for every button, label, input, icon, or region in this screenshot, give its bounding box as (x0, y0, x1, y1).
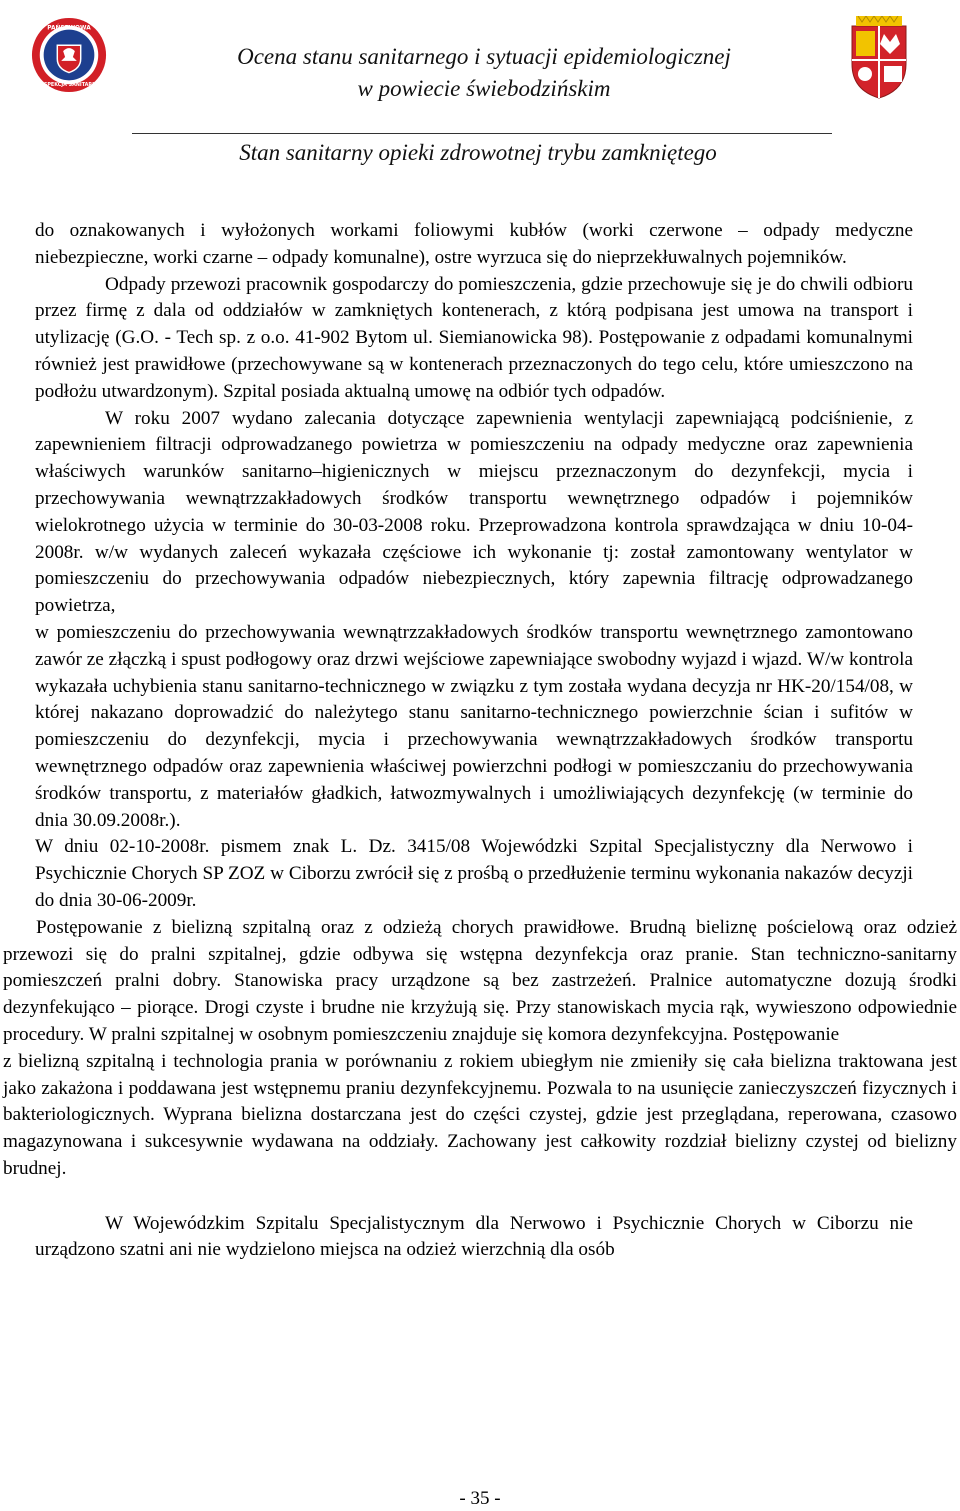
paragraph: W Wojewódzkim Szpitalu Specjalistycznym dla Nerwowo i Psychicznie Chorych w Ciborzu nie urządzono szatni ani nie wydzielono miejsca na odzież wierzchnią dla osób (35, 1212, 913, 1261)
paragraph: Odpady przewozi pracownik gospodarczy do pomieszczenia, gdzie przechowuje się je do chwili odbioru przez firmę z dala od oddziałów w zamkniętych kontenerach, z którą podpisana jest umowa na transport i utylizację (G.O. - Tech sp. z o.o. 41-902 Bytom ul. Siemianowicka 98). Postępowanie z odpadami komunalnymi również jest prawidłowe (przechowywane są w kontenerach przeznaczonych do tego celu, które umieszczono na podłożu utwardzonym). Szpital posiada aktualną umowę na odbiór tych odpadów. (35, 273, 913, 402)
page-number: - 35 - (459, 1488, 501, 1509)
paragraph: W roku 2007 wydano zalecania dotyczące zapewnienia wentylacji zapewniającą podciśnienie, z zapewnieniem filtracji odprowadzanego powietrza w pomieszczeniu na odpady medyczne oraz zapewnienia właściwych warunków sanitarno–higienicznych w miejscu przeznaczonym do dezynfekcji, mycia i przechowywania wewnątrzzakładowych środków transportu wewnętrznego odpadów i pojemników wielokrotnego użycia w terminie do 30-03-2008 roku. Przeprowadzona kontrola sprawdzająca w dniu 10-04-2008r. w/w wydanych zaleceń wykazała częściowe ich wykonanie tj: został zamontowany wentylator w pomieszczeniu do przechowywania odpadów niebezpiecznych, który zapewnia filtrację odprowadzanego powietrza, (35, 407, 913, 617)
svg-text:PAŃSTWOWA: PAŃSTWOWA (47, 25, 91, 32)
paragraph: w pomieszczeniu do przechowywania wewnątrzzakładowych środków transportu wewnętrznego zamontowano zawór ze złączką i spust podłogowy oraz drzwi wejściowe zapewniające swobodny wyjazd i wjazd. W/w kontrola wykazała uchybienia stanu sanitarno-technicznego w związku z tym została wydana decyzja nr HK-20/154/08, w której nakazano doprowadzić do należytego stanu sanitarno-technicznego powierzchnie ścian i sufitów w pomieszczeniu do dezynfekcji, mycia i przechowywania wewnątrzzakładowych środków transportu wewnętrznego odpadów oraz zapewnienia właściwej powierzchni podłogi w pomieszczaniu do przechowywania środków transportu, z materiałów gładkich, łatwozmywalnych i umożliwiających dezynfekcję (w terminie do dnia 30.09.2008r.). (35, 621, 913, 831)
header-section-title: Stan sanitarny opieki zdrowotnej trybu zamkniętego (239, 140, 717, 165)
paragraph: W dniu 02-10-2008r. pismem znak L. Dz. 3415/08 Wojewódzki Szpital Specjalistyczny dla Nerwowo i Psychicznie Chorych SP ZOZ w Ciborzu zwrócił się z prośbą o przedłużenie terminu wykonania nakazów decyzji do dnia 30-06-2009r. (35, 836, 913, 911)
document-body (0, 218, 960, 1264)
paragraph: do oznakowanych i wyłożonych workami foliowymi kubłów (worki czerwone – odpady medyczne niebezpieczne, worki czarne – odpady komunalne), ostre wyrzuca się do nieprzekłuwalnych pojemników. (35, 220, 913, 268)
header-divider (132, 133, 832, 134)
header-title-line-1: Ocena stanu sanitarnego i sytuacji epidemiologicznej (237, 44, 731, 69)
paragraph: Postępowanie z bielizną szpitalną oraz z odzieżą chorych prawidłowe. Brudną bieliznę pościelową oraz odzież przewozi się do pralni szpitalnej, gdzie odbywa się wstępna dezynfekcja oraz pranie. Stan techniczno-sanitarny pomieszczeń pralni dobry. Stanowiska pracy urządzone są bez zastrzeżeń. Pralnice automatyczne dozują środki dezynfekująco – piorące. Drogi czyste i brudne nie krzyżują się. Przy stanowiskach mycia rąk, wywieszono odpowiednie procedury. W pralni szpitalnej w osobnym pomieszczeniu znajduje się komora dezynfekcyjna. Postępowanie (3, 916, 957, 1045)
paragraph-gap (0, 1183, 960, 1211)
page-header (0, 0, 960, 180)
svg-text:INSPEKCJA SANITARNA: INSPEKCJA SANITARNA (37, 82, 101, 89)
header-title-line-2: w powiecie świebodzińskim (357, 76, 611, 101)
paragraph: z bielizną szpitalną i technologia prania w porównaniu z rokiem ubiegłym nie zmieniły się cała bielizna traktowana jest jako zakażona i poddawana jest wstępnemu praniu dezynfekcyjnemu. Pozwala to na usunięcie zanieczyszczeń fizycznych i bakteriologicznych. Wyprana bielizna dostarczana jest do części czystej, gdzie jest przeglądana, reperowana, czasowo magazynowana i sukcesywnie wydawana na oddziały. Zachowany jest całkowity rozdział bielizny czystej od bielizny brudnej. (3, 1050, 957, 1179)
